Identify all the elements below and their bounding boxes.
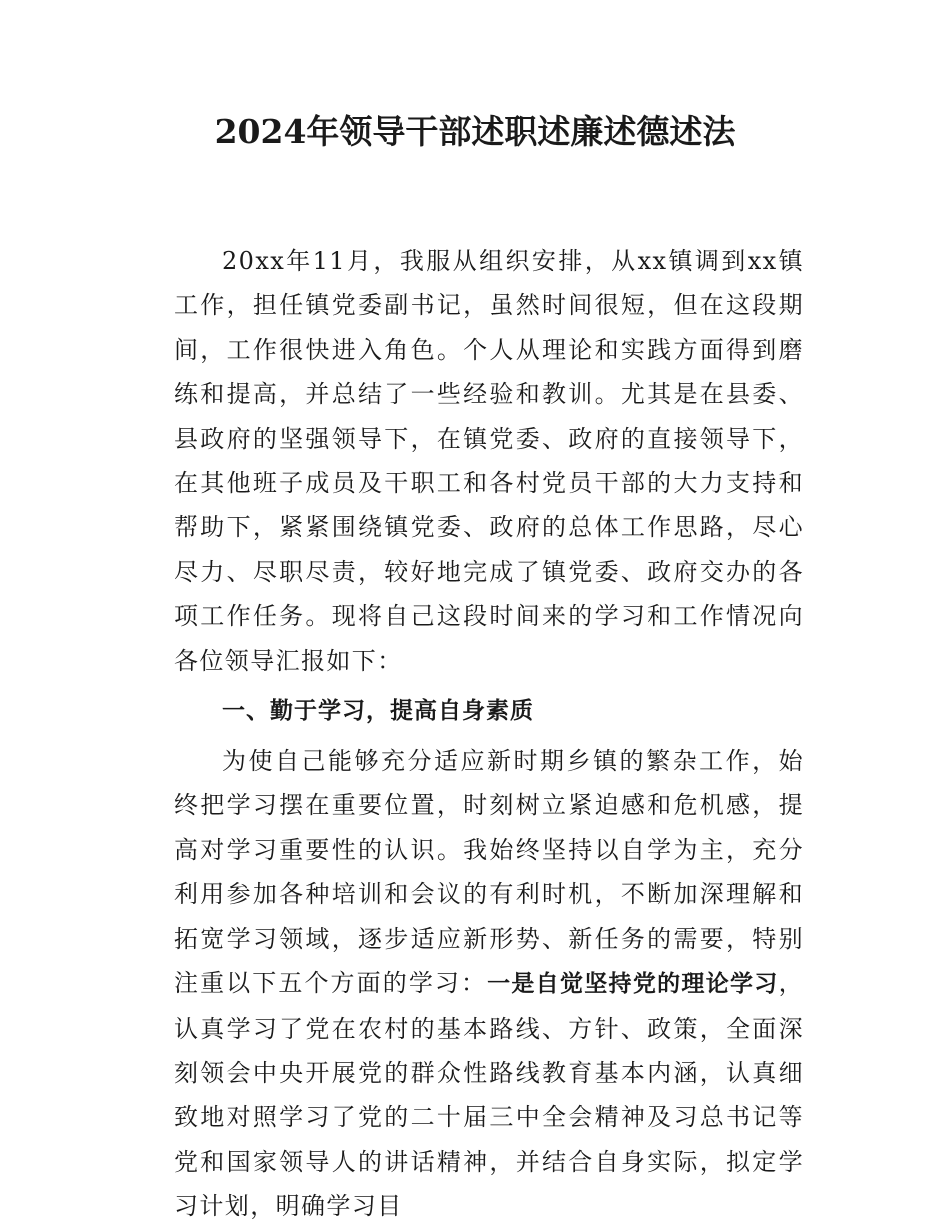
study-paragraph-text-end: ，认真学习了党在农村的基本路线、方针、政策，全面深刻领会中央开展党的群众性路线教育基本内涵，认真细致地对照学习了党的二十届三中全会精神及习总书记等党和国家领导人的讲话精神，并结合自身实际，拟定学习计划，明确学习目	[174, 969, 804, 1221]
study-paragraph-text-start: 为使自己能够充分适应新时期乡镇的繁杂工作，始终把学习摆在重要位置，时刻树立紧迫感和危机感，提高对学习重要性的认识。我始终坚持以自学为主，充分利用参加各种培训和会议的有利时机，不断加深理解和拓宽学习领域，逐步适应新形势、新任务的需要，特别注重以下五个方面的学习：	[174, 747, 804, 998]
study-paragraph-bold-point: 一是自觉坚持党的理论学习	[487, 971, 779, 998]
study-paragraph	[174, 739, 804, 1228]
intro-paragraph: 20xx年11月，我服从组织安排，从xx镇调到xx镇工作，担任镇党委副书记，虽然时间很短，但在这段期间，工作很快进入角色。个人从理论和实践方面得到磨练和提高，并总结了一些经验和教训。尤其是在县委、县政府的坚强领导下，在镇党委、政府的直接领导下，在其他班子成员及干职工和各村党员干部的大力支持和帮助下，紧紧围绕镇党委、政府的总体工作思路，尽心尽力、尽职尽责，较好地完成了镇党委、政府交办的各项工作任务。现将自己这段时间来的学习和工作情况向各位领导汇报如下：	[174, 247, 804, 675]
document-title: 2024年领导干部述职述廉述德述法	[214, 112, 736, 151]
section-heading: 一、勤于学习，提高自身素质	[222, 698, 534, 725]
document-body	[174, 239, 804, 1229]
